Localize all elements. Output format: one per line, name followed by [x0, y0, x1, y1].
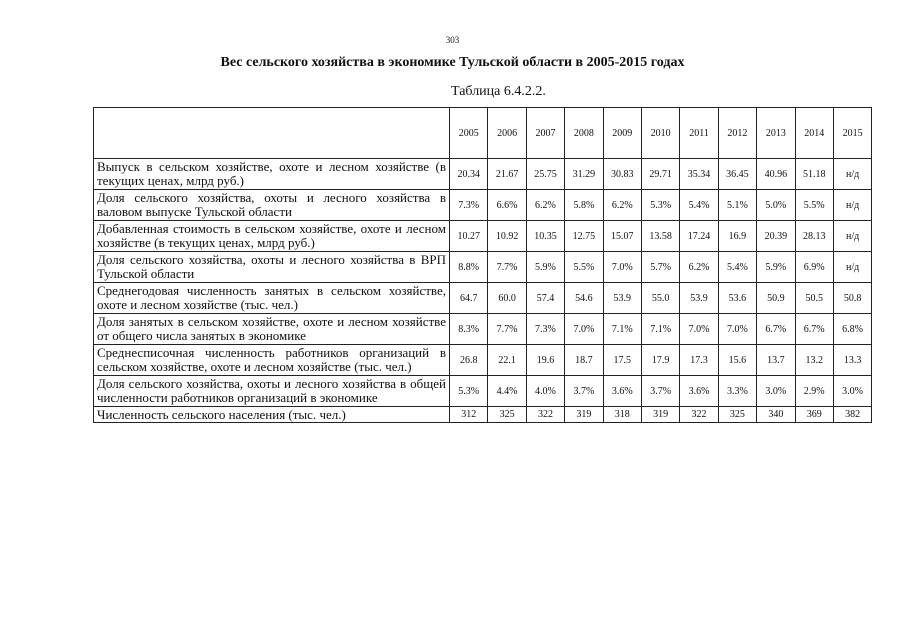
- table-cell: 50.8: [833, 283, 871, 314]
- year-header: 2005: [450, 108, 488, 159]
- table-cell: 40.96: [757, 159, 795, 190]
- table-row: [94, 159, 872, 190]
- year-header: 2008: [565, 108, 603, 159]
- table-cell: 5.7%: [641, 252, 679, 283]
- table-cell: 322: [680, 407, 718, 423]
- table-cell: 3.3%: [718, 376, 756, 407]
- table-cell: 50.9: [757, 283, 795, 314]
- table-cell: 6.7%: [795, 314, 833, 345]
- table-cell: 5.9%: [526, 252, 564, 283]
- table-cell: 3.6%: [680, 376, 718, 407]
- table-cell: 53.6: [718, 283, 756, 314]
- table-cell: 31.29: [565, 159, 603, 190]
- table-cell: 13.7: [757, 345, 795, 376]
- table-cell: 20.39: [757, 221, 795, 252]
- table-cell: 53.9: [603, 283, 641, 314]
- table-cell: 5.8%: [565, 190, 603, 221]
- row-label: Среднегодовая численность занятых в сельском хозяйстве, охоте и лесном хозяйстве (тыс. чел.): [94, 283, 450, 314]
- table-cell: 5.0%: [757, 190, 795, 221]
- page-number: 303: [445, 35, 460, 45]
- table-row: [94, 314, 872, 345]
- table-row: [94, 190, 872, 221]
- row-label: Добавленная стоимость в сельском хозяйстве, охоте и лесном хозяйстве (в текущих ценах, млрд руб.): [94, 221, 450, 252]
- table-cell: 7.7%: [488, 252, 526, 283]
- table-cell: 20.34: [450, 159, 488, 190]
- table-caption: Таблица 6.4.2.2.: [451, 84, 546, 99]
- table-cell: 16.9: [718, 221, 756, 252]
- table-cell: 15.07: [603, 221, 641, 252]
- table-cell: 13.58: [641, 221, 679, 252]
- table-cell: 51.18: [795, 159, 833, 190]
- row-label: Выпуск в сельском хозяйстве, охоте и лесном хозяйстве (в текущих ценах, млрд руб.): [94, 159, 450, 190]
- table-cell: 325: [488, 407, 526, 423]
- year-header: 2006: [488, 108, 526, 159]
- table-cell: н/д: [833, 252, 871, 283]
- table-cell: 17.5: [603, 345, 641, 376]
- table-cell: 6.2%: [603, 190, 641, 221]
- table-cell: 6.7%: [757, 314, 795, 345]
- table-cell: 35.34: [680, 159, 718, 190]
- table-row: [94, 252, 872, 283]
- table-header-row: [94, 108, 872, 159]
- table-row: [94, 407, 872, 423]
- table-cell: 3.6%: [603, 376, 641, 407]
- table-cell: 5.4%: [680, 190, 718, 221]
- table-cell: 7.0%: [718, 314, 756, 345]
- table-cell: н/д: [833, 159, 871, 190]
- table-cell: 7.0%: [565, 314, 603, 345]
- table-cell: 7.7%: [488, 314, 526, 345]
- table-cell: 13.2: [795, 345, 833, 376]
- table-cell: 10.92: [488, 221, 526, 252]
- table-cell: 319: [565, 407, 603, 423]
- table-cell: 28.13: [795, 221, 833, 252]
- year-header: 2009: [603, 108, 641, 159]
- table-cell: 17.24: [680, 221, 718, 252]
- table-cell: 3.0%: [757, 376, 795, 407]
- table-cell: 26.8: [450, 345, 488, 376]
- table-cell: 30.83: [603, 159, 641, 190]
- table-cell: 2.9%: [795, 376, 833, 407]
- table-cell: 5.3%: [641, 190, 679, 221]
- table-cell: 6.8%: [833, 314, 871, 345]
- table-cell: 15.6: [718, 345, 756, 376]
- table-cell: 19.6: [526, 345, 564, 376]
- table-cell: 4.0%: [526, 376, 564, 407]
- table-cell: 312: [450, 407, 488, 423]
- table-cell: 57.4: [526, 283, 564, 314]
- table-row: [94, 345, 872, 376]
- table-cell: 36.45: [718, 159, 756, 190]
- table-cell: 22.1: [488, 345, 526, 376]
- table-cell: 8.8%: [450, 252, 488, 283]
- year-header: 2013: [757, 108, 795, 159]
- table-row: [94, 376, 872, 407]
- agriculture-data-table: [93, 107, 872, 423]
- table-cell: 6.2%: [526, 190, 564, 221]
- table-cell: 5.3%: [450, 376, 488, 407]
- table-cell: н/д: [833, 190, 871, 221]
- table-cell: 18.7: [565, 345, 603, 376]
- table-cell: н/д: [833, 221, 871, 252]
- table-cell: 7.0%: [603, 252, 641, 283]
- table-cell: 10.27: [450, 221, 488, 252]
- table-row: [94, 221, 872, 252]
- table-cell: 318: [603, 407, 641, 423]
- table-cell: 13.3: [833, 345, 871, 376]
- table-cell: 5.4%: [718, 252, 756, 283]
- table-cell: 6.9%: [795, 252, 833, 283]
- table-cell: 12.75: [565, 221, 603, 252]
- table-cell: 25.75: [526, 159, 564, 190]
- table-cell: 325: [718, 407, 756, 423]
- document-title: Вес сельского хозяйства в экономике Тульской области в 2005-2015 годах: [220, 55, 685, 70]
- table-cell: 29.71: [641, 159, 679, 190]
- table-cell: 319: [641, 407, 679, 423]
- year-header: 2010: [641, 108, 679, 159]
- row-label: Доля занятых в сельском хозяйстве, охоте и лесном хозяйстве от общего числа занятых в экономике: [94, 314, 450, 345]
- table-cell: 6.6%: [488, 190, 526, 221]
- table-cell: 340: [757, 407, 795, 423]
- table-cell: 7.3%: [526, 314, 564, 345]
- table-cell: 4.4%: [488, 376, 526, 407]
- header-label-cell: [94, 108, 450, 159]
- table-cell: 7.1%: [641, 314, 679, 345]
- table-cell: 7.3%: [450, 190, 488, 221]
- table-cell: 322: [526, 407, 564, 423]
- table-cell: 17.9: [641, 345, 679, 376]
- year-header: 2012: [718, 108, 756, 159]
- table-cell: 10.35: [526, 221, 564, 252]
- table-row: [94, 283, 872, 314]
- year-header: 2007: [526, 108, 564, 159]
- table-cell: 50.5: [795, 283, 833, 314]
- row-label: Среднесписочная численность работников организаций в сельском хозяйстве, охоте и лесном хозяйстве (тыс. чел.): [94, 345, 450, 376]
- table-cell: 55.0: [641, 283, 679, 314]
- table-cell: 5.9%: [757, 252, 795, 283]
- table-cell: 21.67: [488, 159, 526, 190]
- table-cell: 53.9: [680, 283, 718, 314]
- table-cell: 5.5%: [795, 190, 833, 221]
- row-label: Доля сельского хозяйства, охоты и лесного хозяйства в валовом выпуске Тульской области: [94, 190, 450, 221]
- row-label: Численность сельского населения (тыс. чел.): [94, 407, 450, 423]
- row-label: Доля сельского хозяйства, охоты и лесного хозяйства в ВРП Тульской области: [94, 252, 450, 283]
- table-cell: 5.1%: [718, 190, 756, 221]
- table-cell: 60.0: [488, 283, 526, 314]
- table-cell: 8.3%: [450, 314, 488, 345]
- table-cell: 3.0%: [833, 376, 871, 407]
- table-cell: 382: [833, 407, 871, 423]
- table-cell: 3.7%: [565, 376, 603, 407]
- table-cell: 6.2%: [680, 252, 718, 283]
- year-header: 2015: [833, 108, 871, 159]
- table-cell: 7.1%: [603, 314, 641, 345]
- table-cell: 5.5%: [565, 252, 603, 283]
- table-cell: 7.0%: [680, 314, 718, 345]
- table-cell: 369: [795, 407, 833, 423]
- table-cell: 17.3: [680, 345, 718, 376]
- table-cell: 64.7: [450, 283, 488, 314]
- year-header: 2011: [680, 108, 718, 159]
- table-cell: 54.6: [565, 283, 603, 314]
- year-header: 2014: [795, 108, 833, 159]
- table-cell: 3.7%: [641, 376, 679, 407]
- row-label: Доля сельского хозяйства, охоты и лесного хозяйства в общей численности работников организаций в экономике: [94, 376, 450, 407]
